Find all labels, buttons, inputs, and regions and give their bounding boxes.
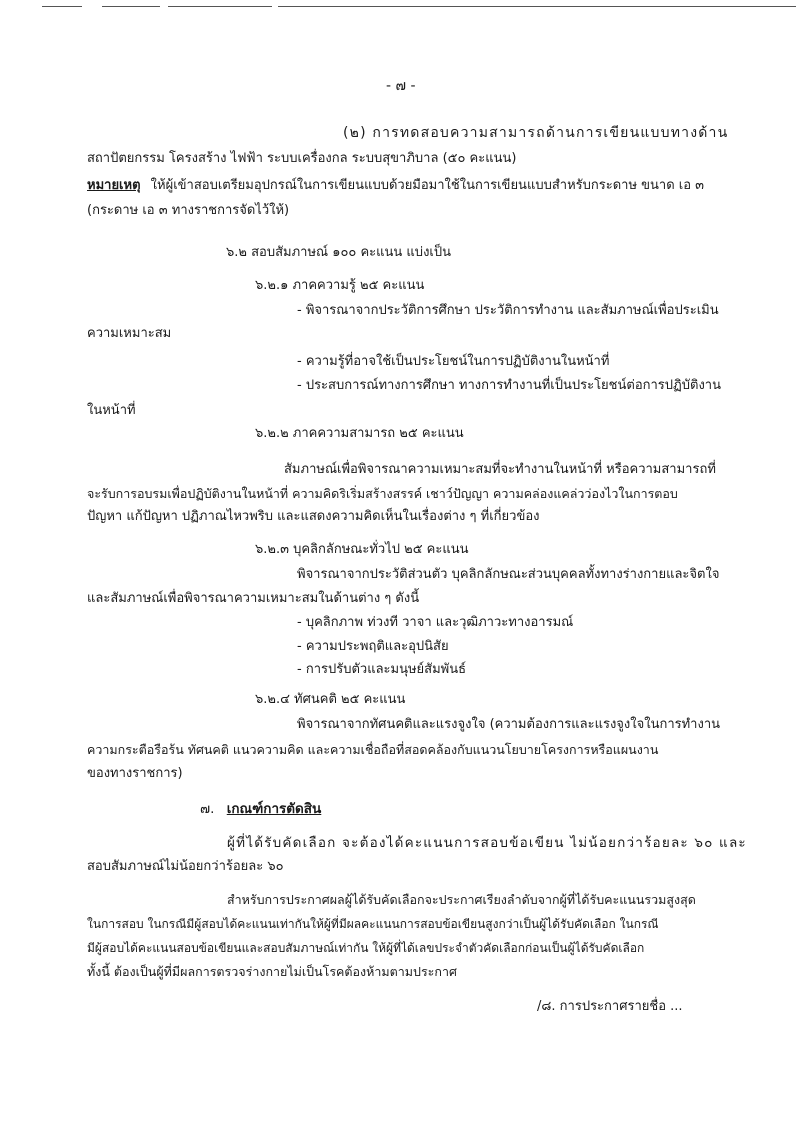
section-6-2-2-heading: ๖.๒.๒ ภาคความสามารถ ๒๕ คะแนน xyxy=(255,426,464,441)
item-2-continuation: สถาปัตยกรรม โครงสร้าง ไฟฟ้า ระบบเครื่องกล ระบบสุขาภิบาล (๕๐ คะแนน) xyxy=(87,151,517,166)
section-6-2-1-bullet-3-cont: ในหน้าที่ xyxy=(87,403,136,418)
section-7-para2-line-2: ในการสอบ ในกรณีมีผู้สอบได้คะแนนเท่ากันให้ผู้ที่มีผลคะแนนการสอบข้อเขียนสูงกว่าเป็นผู้ได้รับคัดเลือก ในกรณี xyxy=(87,917,659,931)
section-7-para2-line-4: ทั้งนี้ ต้องเป็นผู้ที่มีผลการตรวจร่างกายไม่เป็นโรคต้องห้ามตามประกาศ xyxy=(87,964,457,979)
section-6-2-4-heading: ๖.๒.๔ ทัศนคติ ๒๕ คะแนน xyxy=(255,692,406,707)
section-6-2-2-para-line-3: ปัญหา แก้ปัญหา ปฏิภาณไหวพริบ และแสดงความคิดเห็นในเรื่องต่าง ๆ ที่เกี่ยวข้อง xyxy=(87,509,540,524)
continuation-footer: /๘. การประกาศรายชื่อ ... xyxy=(537,999,683,1014)
section-6-2-4-para-line-2: ความกระตือรือร้น ทัศนคติ แนวความคิด และความเชื่อถือที่สอดคล้องกับแนวนโยบายโครงการหรือแผนงาน xyxy=(87,742,659,757)
section-7-para1-line-1: ผู้ที่ได้รับคัดเลือก จะต้องได้คะแนนการสอบข้อเขียน ไม่น้อยกว่าร้อยละ ๖๐ และ xyxy=(227,835,747,851)
note-continuation: (กระดาษ เอ ๓ ทางราชการจัดไว้ให้) xyxy=(87,203,290,218)
section-6-2-1-bullet-2: - ความรู้ที่อาจใช้เป็นประโยชน์ในการปฏิบัติงานในหน้าที่ xyxy=(297,354,610,369)
section-6-2-3-heading: ๖.๒.๓ บุคลิกลักษณะทั่วไป ๒๕ คะแนน xyxy=(255,542,469,557)
section-6-2-3-bullet-1: - บุคลิกภาพ ท่วงที วาจา และวุฒิภาวะทางอารมณ์ xyxy=(297,615,574,630)
section-7-para1-line-2: สอบสัมภาษณ์ไม่น้อยกว่าร้อยละ ๖๐ xyxy=(87,859,284,874)
section-6-2-heading: ๖.๒ สอบสัมภาษณ์ ๑๐๐ คะแนน แบ่งเป็น xyxy=(226,245,451,260)
section-6-2-1-bullet-3: - ประสบการณ์ทางการศึกษา ทางการทำงานที่เป็นประโยชน์ต่อการปฏิบัติงาน xyxy=(297,378,721,393)
page-number: - ๗ - xyxy=(386,78,416,94)
section-7-para2-line-3: มีผู้สอบได้คะแนนสอบข้อเขียนและสอบสัมภาษณ์เท่ากัน ให้ผู้ที่ได้เลขประจำตัวคัดเลือกก่อนเป็นผู้ได้รับคัดเลือก xyxy=(87,941,645,955)
item-2-heading: (๒) การทดสอบความสามารถด้านการเขียนแบบทางด้าน xyxy=(343,125,729,141)
section-6-2-3-para-line-1: พิจารณาจากประวัติส่วนตัว บุคลิกลักษณะส่วนบุคคลทั้งทางร่างกายและจิตใจ xyxy=(297,567,720,582)
section-7-heading xyxy=(200,800,321,818)
section-6-2-2-para-line-1: สัมภาษณ์เพื่อพิจารณาความเหมาะสมที่จะทำงานในหน้าที่ หรือความสามารถที่ xyxy=(284,462,716,477)
section-7-number: ๗. xyxy=(200,801,215,817)
section-7-title: เกณฑ์การตัดสิน xyxy=(226,801,322,817)
section-6-2-1-bullet-1-cont: ความเหมาะสม xyxy=(87,326,172,341)
note-text: ให้ผู้เข้าสอบเตรียมอุปกรณ์ในการเขียนแบบด้วยมือมาใช้ในการเขียนแบบสำหรับกระดาษ ขนาด เอ ๓ xyxy=(150,178,705,193)
section-6-2-1-heading: ๖.๒.๑ ภาคความรู้ ๒๕ คะแนน xyxy=(255,278,425,293)
section-7-para2-line-1: สำหรับการประกาศผลผู้ได้รับคัดเลือกจะประกาศเรียงลำดับจากผู้ที่ได้รับคะแนนรวมสูงสุด xyxy=(227,892,696,907)
note-label: หมายเหตุ xyxy=(87,178,141,193)
section-6-2-3-bullet-3: - การปรับตัวและมนุษย์สัมพันธ์ xyxy=(297,662,467,677)
scan-top-edge-line xyxy=(42,6,796,8)
section-6-2-1-bullet-1: - พิจารณาจากประวัติการศึกษา ประวัติการทำงาน และสัมภาษณ์เพื่อประเมิน xyxy=(297,303,719,318)
section-6-2-4-para-line-3: ของทางราชการ) xyxy=(87,766,183,781)
section-6-2-2-para-line-2: จะรับการอบรมเพื่อปฏิบัติงานในหน้าที่ ความคิดริเริ่มสร้างสรรค์ เชาว์ปัญญา ความคล่องแคล่วว่องไวในการตอบ xyxy=(87,486,678,501)
section-6-2-4-para-line-1: พิจารณาจากทัศนคติและแรงจูงใจ (ความต้องการและแรงจูงใจในการทำงาน xyxy=(297,717,721,732)
section-6-2-3-para-line-2: และสัมภาษณ์เพื่อพิจารณาความเหมาะสมในด้านต่าง ๆ ดังนี้ xyxy=(87,591,420,606)
note-line xyxy=(87,177,704,195)
section-6-2-3-bullet-2: - ความประพฤติและอุปนิสัย xyxy=(297,639,449,654)
